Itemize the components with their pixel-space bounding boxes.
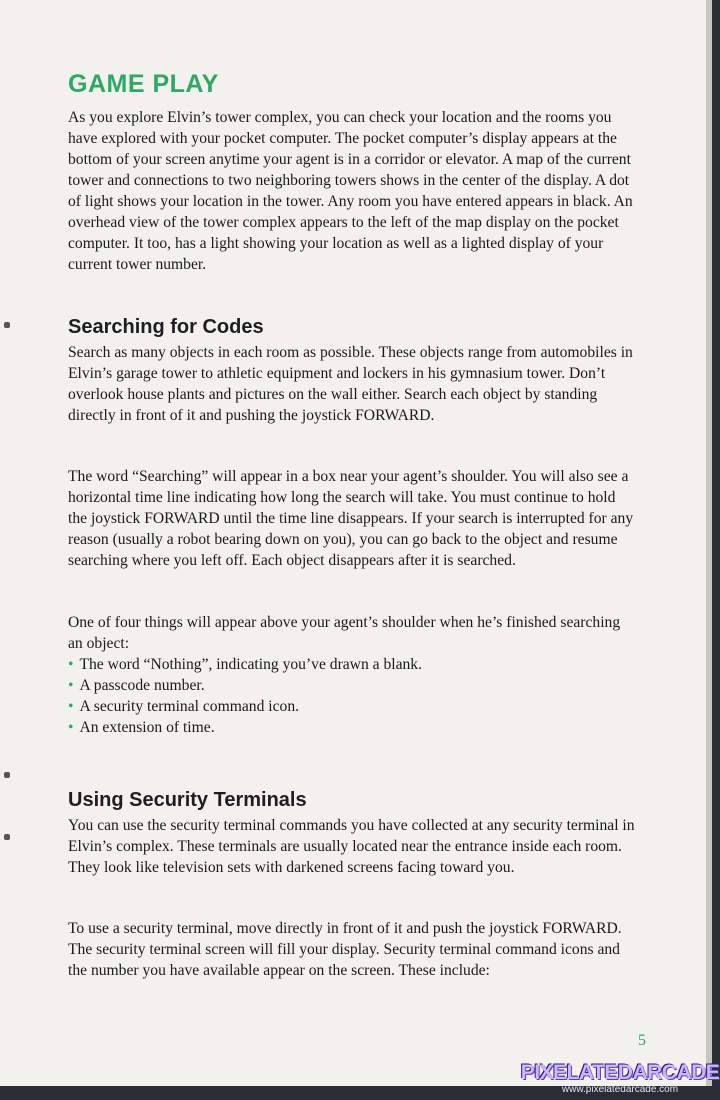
terminals-paragraph-2: To use a security terminal, move directly in front of it and push the joystick FORWARD. The security terminal screen will fill your display. Security terminal command icons and the number you have available appear on the screen. These include: — [68, 920, 622, 979]
bullet-icon: • — [68, 656, 74, 673]
page-title: GAME PLAY — [68, 70, 219, 98]
list-item: • An extension of time. — [68, 719, 215, 736]
section-title-searching-codes: Searching for Codes — [68, 316, 264, 338]
binding-mark — [4, 322, 10, 328]
binding-mark — [4, 772, 10, 778]
codes-paragraph-1: Search as many objects in each room as possible. These objects range from automobiles in Elvin’s garage tower to athletic equipment and lockers in his gymnasium tower. Don’t overlook house plants and pictures on the wall either. Search each object by standing directly in front of it and pushing the joystick FORWARD. — [68, 344, 633, 424]
bullet-icon: • — [68, 719, 74, 736]
search-results-list — [68, 654, 422, 738]
watermark — [520, 1062, 720, 1096]
list-item: • The word “Nothing”, indicating you’ve drawn a blank. — [68, 656, 422, 673]
watermark-url: www.pixelatedarcade.com — [561, 1084, 679, 1095]
list-item: • A security terminal command icon. — [68, 698, 300, 715]
bullet-icon: • — [68, 698, 74, 715]
codes-paragraph-2: The word “Searching” will appear in a box near your agent’s shoulder. You will also see a horizontal time line indicating how long the search will take. You must continue to hold the joystick FORWARD until the time line disappears. If your search is interrupted for any reason (usually a robot bearing down on you), you can go back to the object and resume searching where you left off. Each object disappears after it is searched. — [68, 468, 634, 569]
section-title-security-terminals: Using Security Terminals — [68, 789, 307, 811]
list-item: • A passcode number. — [68, 677, 205, 694]
binding-mark — [4, 834, 10, 840]
intro-paragraph: As you explore Elvin’s tower complex, you can check your location and the rooms you have explored with your pocket computer. The pocket computer’s display appears at the bottom of your screen anytime your agent is in a corridor or elevator. A map of the current tower and connections to two neighboring towers shows in the center of the display. A dot of light shows your location in the tower. Any room you have entered appears in black. An overhead view of the tower complex appears to the left of the map display on the pocket computer. It too, has a light showing your location as well as a lighted display of your current tower number. — [68, 109, 633, 273]
bullet-icon: • — [68, 677, 74, 694]
terminals-paragraph-1: You can use the security terminal commands you have collected at any security terminal in Elvin’s complex. These terminals are usually located near the entrance inside each room. They look like television sets with darkened screens facing toward you. — [68, 817, 635, 876]
page-number: 5 — [638, 1032, 646, 1049]
watermark-logo: PIXELATEDARCADE — [520, 1061, 720, 1084]
codes-paragraph-3: One of four things will appear above your agent’s shoulder when he’s finished searching an object: — [68, 614, 621, 652]
